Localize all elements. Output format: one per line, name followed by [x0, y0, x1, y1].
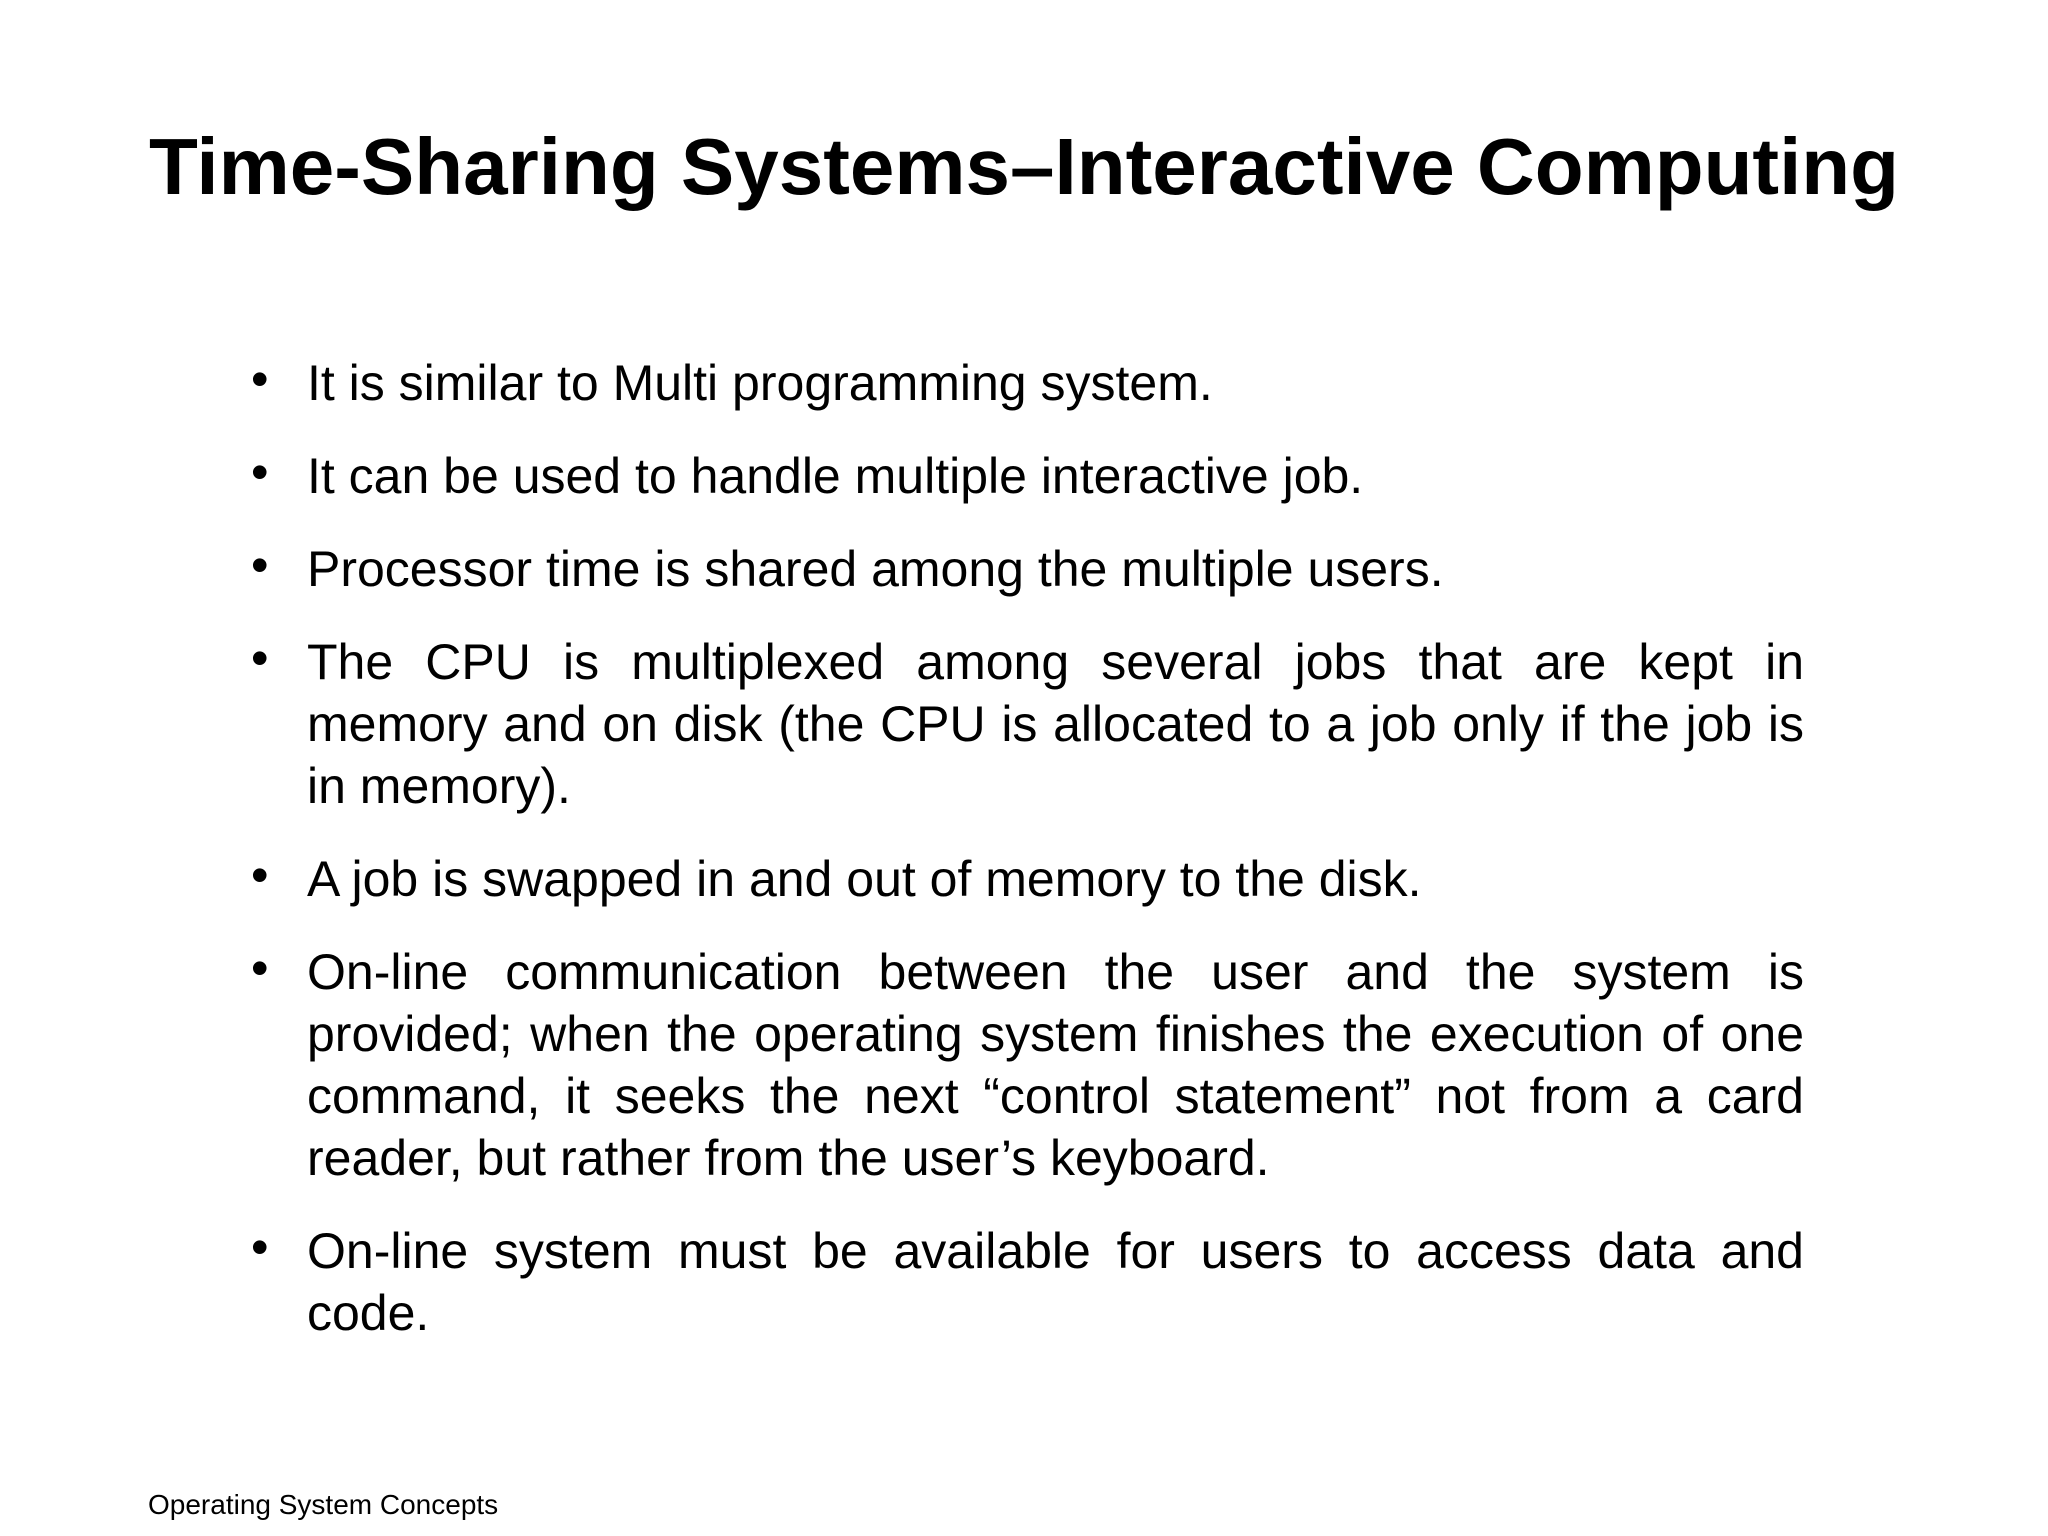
bullet-item: • Processor time is shared among the multiple users. — [307, 538, 1804, 600]
bullet-list — [307, 352, 1804, 1375]
bullet-item: • A job is swapped in and out of memory to the disk. — [307, 848, 1804, 910]
bullet-item: • The CPU is multiplexed among several jobs that are kept in memory and on disk (the CPU is allocated to a job only if the job is in memory). — [307, 631, 1804, 817]
bullet-item: • On-line communication between the user and the system is provided; when the operating system finishes the execution of one command, it seeks the next “control statement” not from a card reader, but rather from the user’s keyboard. — [307, 941, 1804, 1189]
slide-title: Time-Sharing Systems–Interactive Computing — [148, 122, 1900, 211]
slide-footer: Operating System Concepts — [148, 1489, 499, 1520]
bullet-item: • It can be used to handle multiple interactive job. — [307, 445, 1804, 507]
bullet-item: • On-line system must be available for users to access data and code. — [307, 1220, 1804, 1344]
bullet-item: • It is similar to Multi programming system. — [307, 352, 1804, 414]
